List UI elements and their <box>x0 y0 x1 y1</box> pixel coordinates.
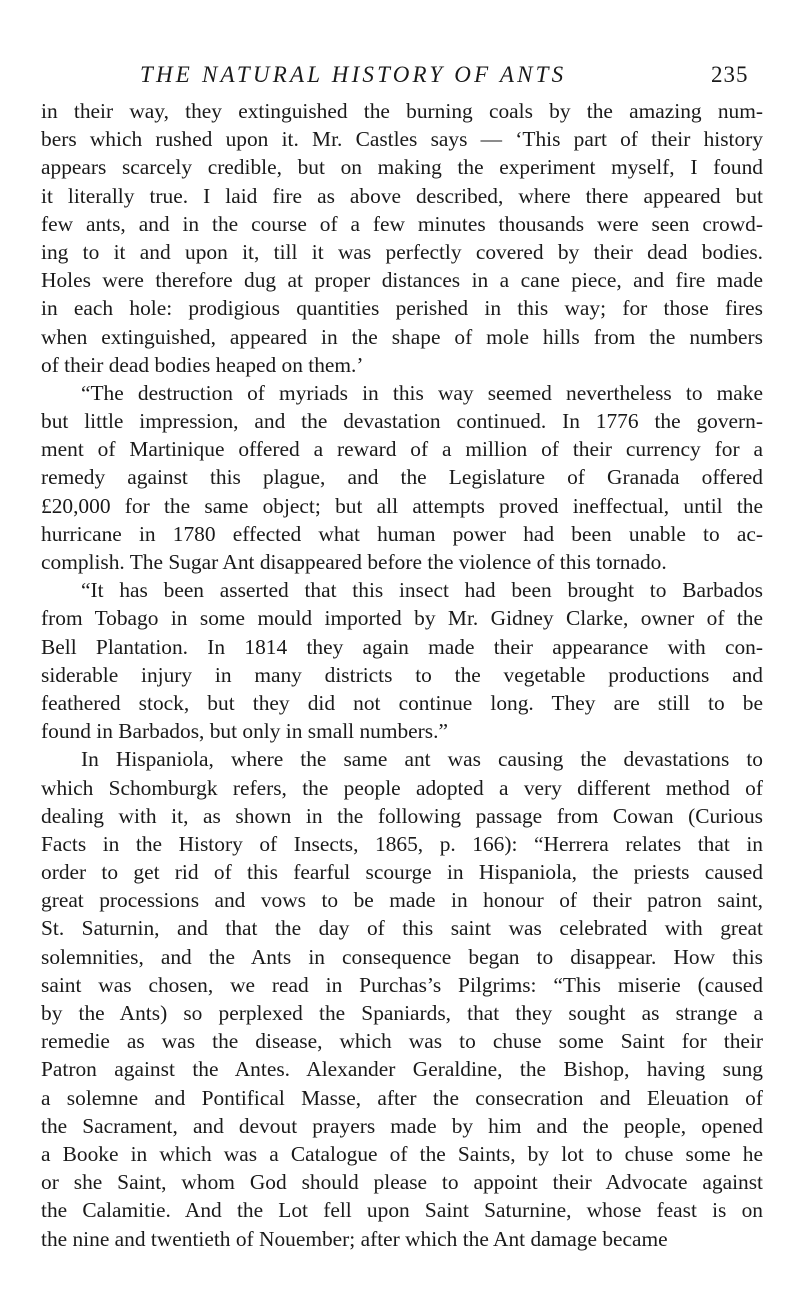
text-line: in their way, they extinguished the burning coals by the amazing num- <box>41 99 763 123</box>
text-line: ing to it and upon it, till it was perfectly covered by their dead bodies. <box>41 239 763 264</box>
text-line: Patron against the Antes. Alexander Geraldine, the Bishop, having sung <box>41 1057 763 1082</box>
text-line: Holes were therefore dug at proper distances in a cane piece, and fire made <box>41 268 763 293</box>
body-text <box>41 97 763 1253</box>
text-line: order to get rid of this fearful scourge in Hispaniola, the priests caused <box>41 860 763 885</box>
page-number: 235 <box>711 62 749 87</box>
text-line: hurricane in 1780 effected what human power had been unable to ac- <box>41 521 763 546</box>
text-line: Bell Plantation. In 1814 they again made their appearance with con- <box>41 634 763 659</box>
text-line: of their dead bodies heaped on them.’ <box>41 352 364 377</box>
running-head <box>0 62 800 92</box>
text-line: “It has been asserted that this insect had been brought to Barbados <box>81 578 763 603</box>
text-line: the Sacrament, and devout prayers made by him and the people, opened <box>41 1113 763 1138</box>
text-line: by the Ants) so perplexed the Spaniards, that they sought as strange a <box>41 1001 763 1025</box>
text-line: In Hispaniola, where the same ant was causing the devastations to <box>81 747 763 772</box>
text-line: complish. The Sugar Ant disappeared before the violence of this tornado. <box>41 550 667 574</box>
text-line: siderable injury in many districts to the vegetable productions and <box>41 662 763 687</box>
text-line: ment of Martinique offered a reward of a million of their currency for a <box>41 437 763 462</box>
text-line: the nine and twentieth of Nouember; after which the Ant damage became <box>41 1226 668 1251</box>
text-line: dealing with it, as shown in the following passage from Cowan (Curious <box>41 803 763 828</box>
text-line: which Schomburgk refers, the people adopted a very different method of <box>41 775 763 800</box>
text-line: or she Saint, whom God should please to appoint their Advocate against <box>41 1170 763 1195</box>
text-line: feathered stock, but they did not continue long. They are still to be <box>41 690 763 715</box>
text-line: great processions and vows to be made in honour of their patron saint, <box>41 888 763 913</box>
text-line: St. Saturnin, and that the day of this saint was celebrated with great <box>41 916 763 941</box>
text-line: few ants, and in the course of a few minutes thousands were seen crowd- <box>41 211 763 236</box>
text-line: remedie as was the disease, which was to chuse some Saint for their <box>41 1029 763 1054</box>
text-line: a Booke in which was a Catalogue of the Saints, by lot to chuse some he <box>41 1141 763 1166</box>
text-line: solemnities, and the Ants in consequence began to disappear. How this <box>41 944 763 969</box>
text-line: a solemne and Pontifical Masse, after the consecration and Eleuation of <box>41 1085 763 1110</box>
text-line: found in Barbados, but only in small numbers.” <box>41 719 448 744</box>
text-line: from Tobago in some mould imported by Mr. Gidney Clarke, owner of the <box>41 606 763 631</box>
text-line: bers which rushed upon it. Mr. Castles says — ‘This part of their history <box>41 127 763 152</box>
text-line: but little impression, and the devastation continued. In 1776 the govern- <box>41 409 763 434</box>
text-line: Facts in the History of Insects, 1865, p. 166): “Herrera relates that in <box>41 831 763 856</box>
text-line: it literally true. I laid fire as above described, where there appeared but <box>41 183 763 208</box>
text-line: “The destruction of myriads in this way seemed nevertheless to make <box>81 380 763 405</box>
text-line: saint was chosen, we read in Purchas’s Pilgrims: “This miserie (caused <box>41 972 763 997</box>
text-line: in each hole: prodigious quantities perished in this way; for those fires <box>41 296 763 321</box>
running-title: THE NATURAL HISTORY OF ANTS <box>140 62 567 87</box>
text-line: £20,000 for the same object; but all attempts proved ineffectual, until the <box>41 493 763 518</box>
text-line: when extinguished, appeared in the shape of mole hills from the numbers <box>41 324 763 349</box>
text-line: remedy against this plague, and the Legislature of Granada offered <box>41 465 763 490</box>
text-line: the Calamitie. And the Lot fell upon Saint Saturnine, whose feast is on <box>41 1198 763 1223</box>
text-line: appears scarcely credible, but on making the experiment myself, I found <box>41 155 763 180</box>
